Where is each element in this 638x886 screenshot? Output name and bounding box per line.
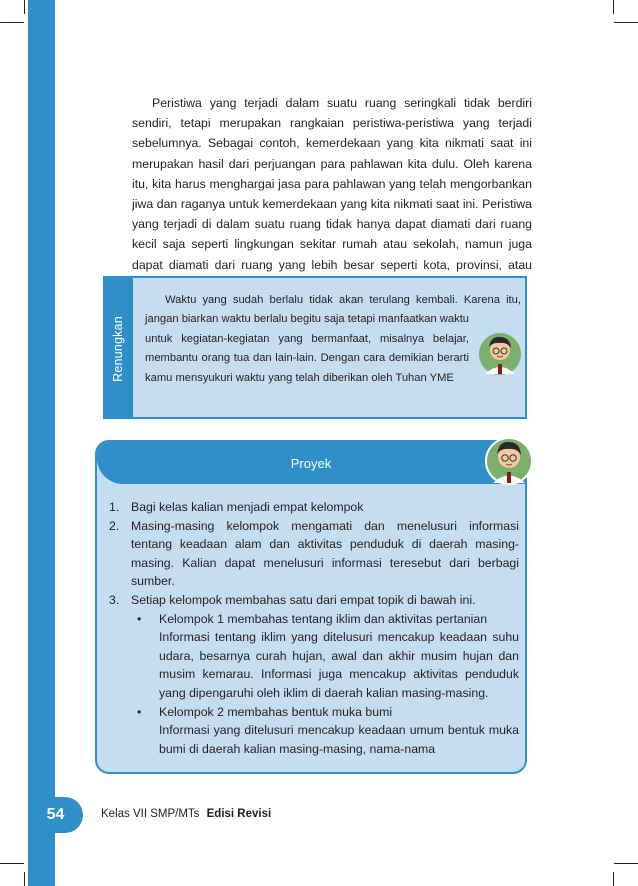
proyek-box: [95, 440, 527, 774]
student-avatar-icon: [477, 328, 523, 376]
renungkan-box: [103, 276, 527, 419]
list-number: 1.: [109, 500, 120, 514]
sub-list-item: [131, 703, 519, 759]
crop-mark: [614, 863, 638, 864]
list-item-text: Bagi kelas kalian menjadi empat kelompok: [131, 500, 364, 514]
student-avatar-icon: [484, 433, 534, 485]
list-item: [109, 591, 519, 758]
renungkan-label: [103, 278, 133, 419]
crop-mark: [613, 872, 614, 886]
crop-mark: [24, 0, 25, 14]
sub-list-item: [131, 610, 519, 703]
renungkan-label-text: Renungkan: [111, 315, 125, 382]
intro-paragraph: Peristiwa yang terjadi dalam suatu ruang seringkali tidak berdiri sendiri, tetapi merupakan rangkaian peristiwa-peristiwa yang terjadi sebelumnya. Sebagai contoh, kemerdekaan yang kita nikmati saat ini merupakan hasil dari perjuangan para pahlawan kita dulu. Oleh karena itu, kita harus menghargai jasa para pahlawan yang telah mengorbankan jiwa dan raganya untuk kemerdekaan yang kita nikmati saat ini. Peristiwa yang terjadi di dalam suatu ruang tidak hanya dapat diamati dari ruang kecil saja seperti lingkungan sekitar rumah atau sekolah, namun juga dapat diamati dari ruang yang lebih besar seperti kota, provinsi, atau: [132, 96, 532, 272]
sub-item-title: Kelompok 2 membahas bentuk muka bumi: [159, 704, 393, 719]
crop-mark: [0, 22, 24, 23]
footer-edition: Edisi Revisi: [206, 808, 272, 820]
page-side-strip: [28, 0, 55, 886]
renungkan-text: [145, 291, 521, 388]
renungkan-line1: Waktu yang sudah berlalu tidak akan terulang kembali. Karena itu, jangan biarkan waktu berlalu begitu saja tetapi manfaatkan waktu: [145, 294, 521, 326]
list-number: 3.: [109, 592, 120, 607]
sub-item-text: Informasi yang ditelusuri mencakup keadaan umum bentuk muka bumi di daerah kalian masing-masing, nama-nama: [159, 723, 519, 756]
crop-mark: [614, 22, 638, 23]
list-item: [109, 498, 519, 517]
page-number: 54: [28, 797, 83, 833]
proyek-list: [109, 498, 519, 758]
list-item: [109, 517, 519, 591]
crop-mark: [613, 0, 614, 14]
list-item-text: Masing-masing kelompok mengamati dan menelusuri informasi tentang keadaan alam dan aktivitas penduduk di daerah masing-masing. Kalian dapat menelusuri informasi teresebut dari berbagi sumber.: [131, 518, 519, 589]
renungkan-text-rest: untuk kegiatan-kegiatan yang bermanfaat, misalnya belajar, membantu orang tua dan lain-lain. Dengan cara demikian berarti kamu mensyukuri waktu yang telah diberikan oleh Tuhan YME: [145, 332, 469, 384]
list-number: 2.: [109, 518, 120, 533]
list-item-text: Setiap kelompok membahas satu dari empat topik di bawah ini.: [131, 592, 476, 607]
intro-text: [132, 93, 532, 295]
sub-item-text: Informasi tentang iklim yang ditelusuri mencakup keadaan suhu udara, besarnya curah hujan, awal dan akhir musim hujan dan musim kemarau. Informasi juga mencakup aktivitas penduduk yang dipengaruhi oleh iklim di daerah kalian masing-masing.: [159, 630, 519, 700]
proyek-header: [97, 442, 525, 484]
proyek-title: Proyek: [290, 455, 332, 471]
bullet: •: [137, 611, 142, 626]
crop-mark: [0, 863, 24, 864]
sub-list: [131, 610, 519, 759]
bullet: •: [137, 704, 142, 719]
sub-item-title: Kelompok 1 membahas tentang iklim dan aktivitas pertanian: [159, 611, 488, 626]
crop-mark: [24, 872, 25, 886]
footer-text: [101, 808, 271, 820]
footer-book: Kelas VII SMP/MTs: [101, 808, 200, 820]
